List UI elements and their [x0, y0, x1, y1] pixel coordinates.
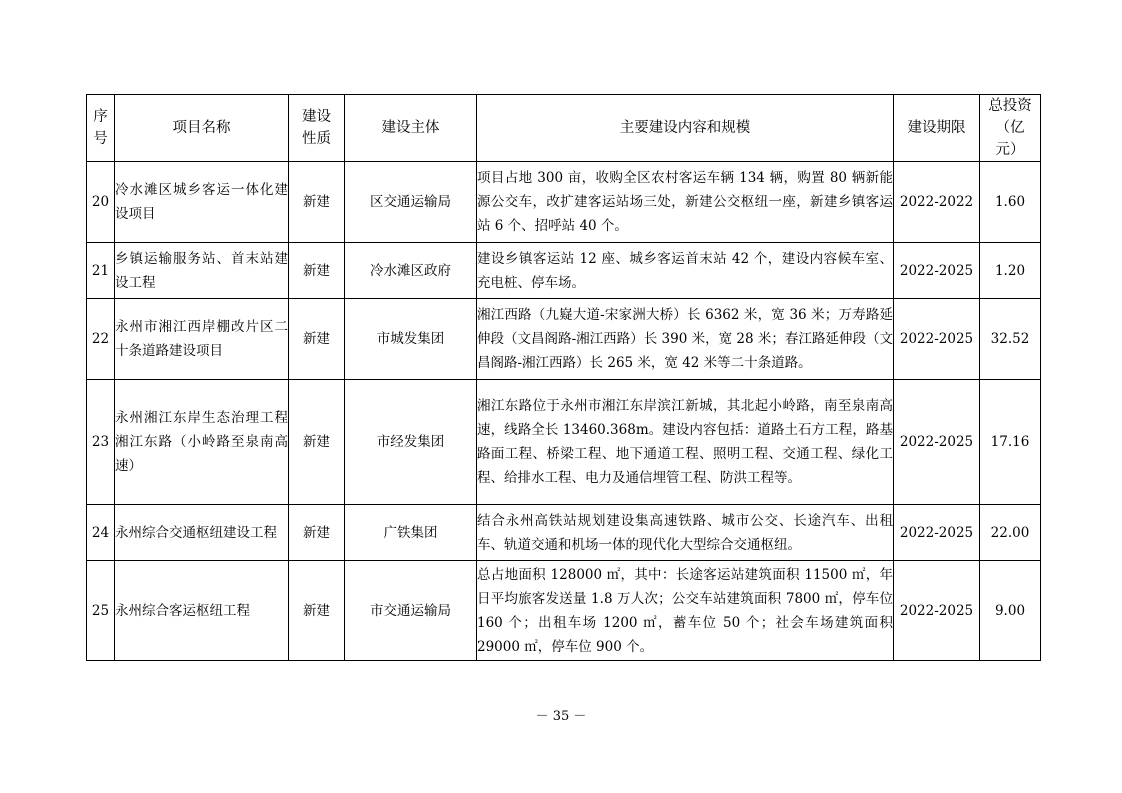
- row-no: 25: [87, 561, 115, 661]
- row-invest: 1.60: [980, 162, 1041, 243]
- table-row: [87, 505, 1041, 561]
- row-name: 乡镇运输服务站、首末站建设工程: [115, 243, 289, 299]
- row-owner: 区交通运输局: [345, 162, 477, 243]
- row-name: 永州综合交通枢纽建设工程: [115, 505, 289, 561]
- table-row: [87, 162, 1041, 243]
- project-table: [86, 94, 1041, 661]
- header-name: 项目名称: [115, 95, 289, 162]
- row-no: 21: [87, 243, 115, 299]
- header-invest: 总投资（亿元）: [980, 95, 1041, 162]
- header-content: 主要建设内容和规模: [477, 95, 894, 162]
- row-content: 结合永州高铁站规划建设集高速铁路、城市公交、长途汽车、出租车、轨道交通和机场一体的现代化大型综合交通枢纽。: [477, 505, 894, 561]
- row-period: 2022-2022: [894, 162, 980, 243]
- row-owner: 市交通运输局: [345, 561, 477, 661]
- row-name: 永州市湘江西岸棚改片区二十条道路建设项目: [115, 299, 289, 380]
- row-content: 湘江西路（九嶷大道-宋家洲大桥）长 6362 米，宽 36 米；万寿路延伸段（文昌阁路-湘江西路）长 390 米，宽 28 米；春江路延伸段（文昌阁路-湘江西路）长 265 米，宽 42 米等二十条道路。: [477, 299, 894, 380]
- row-period: 2022-2025: [894, 561, 980, 661]
- row-content: 建设乡镇客运站 12 座、城乡客运首末站 42 个，建设内容候车室、充电桩、停车场。: [477, 243, 894, 299]
- row-name: 冷水滩区城乡客运一体化建设项目: [115, 162, 289, 243]
- row-period: 2022-2025: [894, 243, 980, 299]
- row-invest: 9.00: [980, 561, 1041, 661]
- header-type: 建设性质: [289, 95, 345, 162]
- row-content: 项目占地 300 亩，收购全区农村客运车辆 134 辆，购置 80 辆新能源公交车，改扩建客运站场三处，新建公交枢纽一座，新建乡镇客运站 6 个、招呼站 40 个。: [477, 162, 894, 243]
- row-content: 总占地面积 128000 ㎡，其中：长途客运站建筑面积 11500 ㎡，年日平均旅客发送量 1.8 万人次；公交车站建筑面积 7800 ㎡，停车位 160 个；出租车场 1200 ㎡，蓄车位 50 个；社会车场建筑面积 29000 ㎡，停车位 900 个。: [477, 561, 894, 661]
- row-content: 湘江东路位于永州市湘江东岸滨江新城，其北起小岭路，南至泉南高速，线路全长 13460.368m。建设内容包括：道路土石方工程，路基路面工程、桥梁工程、地下通道工程、照明工程、交通工程、绿化工程、给排水工程、电力及通信埋管工程、防洪工程等。: [477, 380, 894, 505]
- row-name: 永州湘江东岸生态治理工程湘江东路（小岭路至泉南高速）: [115, 380, 289, 505]
- row-period: 2022-2025: [894, 380, 980, 505]
- row-invest: 1.20: [980, 243, 1041, 299]
- row-period: 2022-2025: [894, 299, 980, 380]
- table-row: [87, 299, 1041, 380]
- row-name: 永州综合客运枢纽工程: [115, 561, 289, 661]
- table-row: [87, 561, 1041, 661]
- table-header-row: [87, 95, 1041, 162]
- row-type: 新建: [289, 505, 345, 561]
- row-no: 23: [87, 380, 115, 505]
- row-invest: 22.00: [980, 505, 1041, 561]
- row-type: 新建: [289, 561, 345, 661]
- row-no: 24: [87, 505, 115, 561]
- row-period: 2022-2025: [894, 505, 980, 561]
- header-no: 序号: [87, 95, 115, 162]
- row-owner: 市经发集团: [345, 380, 477, 505]
- row-type: 新建: [289, 380, 345, 505]
- header-period: 建设期限: [894, 95, 980, 162]
- row-owner: 广铁集团: [345, 505, 477, 561]
- table-row: [87, 380, 1041, 505]
- row-owner: 冷水滩区政府: [345, 243, 477, 299]
- row-no: 20: [87, 162, 115, 243]
- header-owner: 建设主体: [345, 95, 477, 162]
- row-type: 新建: [289, 243, 345, 299]
- row-invest: 17.16: [980, 380, 1041, 505]
- table-row: [87, 243, 1041, 299]
- row-type: 新建: [289, 299, 345, 380]
- page-number: － 35 －: [535, 709, 587, 724]
- row-type: 新建: [289, 162, 345, 243]
- row-invest: 32.52: [980, 299, 1041, 380]
- row-owner: 市城发集团: [345, 299, 477, 380]
- row-no: 22: [87, 299, 115, 380]
